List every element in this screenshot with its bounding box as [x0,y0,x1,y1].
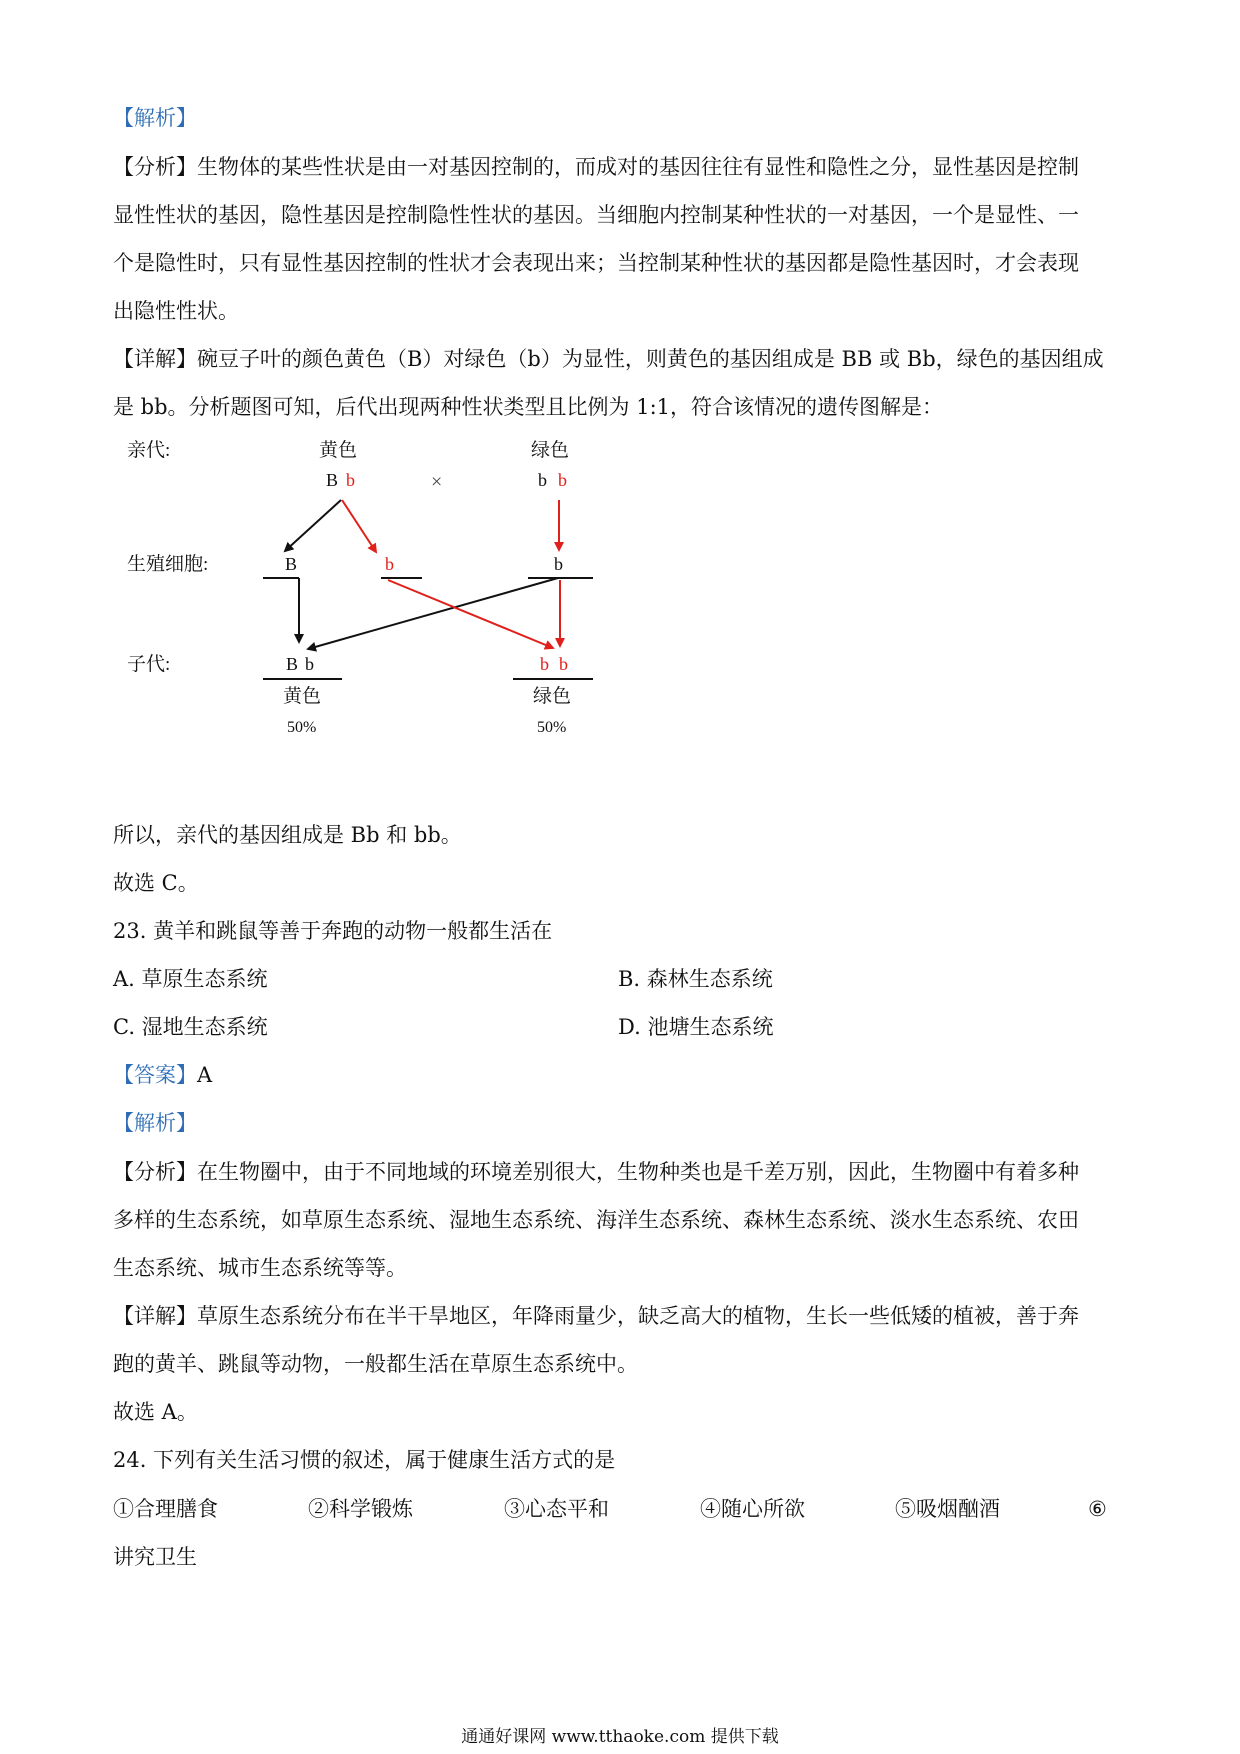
q23-xiangjie-line-1 [113,1301,1133,1331]
q23-answer-line [113,1060,1133,1090]
q24-item-1: ①合理膳食 [113,1497,218,1521]
q24-item-3: ③心态平和 [504,1497,609,1521]
q23-analysis-heading: 【解析】 [113,1111,197,1135]
offspring-left-allele-B: B [286,654,299,674]
q24-item-6-continued: 讲究卫生 [113,1545,197,1569]
row-label-offspring: 子代: [127,654,171,675]
q23-answer-tag: 【答案】 [113,1063,197,1087]
gamete-b-red: b [385,554,394,574]
q23-option-b: B. 森林生态系统 [618,967,773,991]
xiangjie-line-2: 是 bb。分析题图可知，后代出现两种性状类型且比例为 1:1，符合该情况的遗传图解是： [113,395,944,419]
q23-xiangjie-line-2: 跑的黄羊、跳鼠等动物，一般都生活在草原生态系统中。 [113,1352,638,1376]
parent-right-allele-1: b [538,470,547,490]
q23-fenxi-line-2: 多样的生态系统，如草原生态系统、湿地生态系统、海洋生态系统、森林生态系统、淡水生态系统、农田 [113,1208,1079,1232]
q23-option-d: D. 池塘生态系统 [618,1015,774,1039]
analysis-heading: 【解析】 [113,106,197,130]
q24-item-2: ②科学锻炼 [308,1497,413,1521]
offspring-left-percent: 50% [287,719,317,736]
q24-item-6: ⑥ [1088,1497,1107,1521]
q24-item-4: ④随心所欲 [700,1497,805,1521]
xiangjie-text: 碗豆子叶的颜色黄色（B）对绿色（b）为显性，则黄色的基因组成是 BB 或 Bb，绿色的基因组成 [197,347,1104,371]
fenxi-tag: 【分析】 [113,155,197,179]
arrow-gamete-b-red-to-bb [388,580,553,648]
xiangjie-line-1 [113,344,1133,374]
fenxi-line-3: 个是隐性时，只有显性基因控制的性状才会表现出来；当控制某种性状的基因都是隐性基因时，才会表现 [113,251,1079,275]
q23-fenxi-line-3: 生态系统、城市生态系统等等。 [113,1256,407,1280]
arrow-gamete-b-to-Bb [308,578,558,649]
genetic-cross-diagram [113,430,633,760]
q23-answer-choice: 故选 A。 [113,1400,198,1424]
parent-right-allele-2: b [558,470,567,490]
gamete-B: B [285,554,298,574]
fenxi-line-2: 显性性状的基因，隐性基因是控制隐性性状的基因。当细胞内控制某种性状的一对基因，一个是显性、一 [113,203,1079,227]
page-footer: 通通好课网 www.tthaoke.com 提供下载 [461,1727,779,1747]
parent-right-phenotype: 绿色 [531,440,570,461]
q23-answer: A [197,1063,213,1087]
q24-stem: 24. 下列有关生活习惯的叙述，属于健康生活方式的是 [113,1448,616,1472]
fenxi-line-1 [113,152,1133,182]
row-label-parent: 亲代: [127,440,171,461]
offspring-right-allele-1: b [540,654,549,674]
parent-left-phenotype: 黄色 [319,440,358,461]
offspring-right-percent: 50% [537,719,567,736]
offspring-left-phenotype: 黄色 [283,686,322,707]
q24-item-5: ⑤吸烟酗酒 [895,1497,1000,1521]
q23-xiangjie-text: 草原生态系统分布在半干旱地区，年降雨量少，缺乏高大的植物，生长一些低矮的植被，善于奔 [197,1304,1079,1328]
offspring-right-phenotype: 绿色 [533,686,572,707]
fenxi-text: 生物体的某些性状是由一对基因控制的，而成对的基因往往有显性和隐性之分，显性基因是控制 [197,155,1079,179]
arrow-parent-to-gamete-B [285,500,341,551]
fenxi-line-4: 出隐性性状。 [113,299,239,323]
q23-stem: 23. 黄羊和跳鼠等善于奔跑的动物一般都生活在 [113,919,553,943]
q23-fenxi-tag: 【分析】 [113,1160,197,1184]
offspring-right-allele-2: b [559,654,568,674]
q23-option-c: C. 湿地生态系统 [113,1015,268,1039]
conclusion-line: 所以，亲代的基因组成是 Bb 和 bb。 [113,823,462,847]
parent-left-allele-B: B [326,470,339,490]
q23-option-a: A. 草原生态系统 [113,967,268,991]
offspring-left-allele-b: b [305,654,314,674]
q23-fenxi-text: 在生物圈中，由于不同地域的环境差别很大，生物种类也是千差万别，因此，生物圈中有着多种 [197,1160,1079,1184]
q23-xiangjie-tag: 【详解】 [113,1304,197,1328]
parent-left-allele-b: b [346,470,355,490]
answer-choice-c: 故选 C。 [113,871,199,895]
gamete-b-right: b [554,554,563,574]
arrow-parent-to-gamete-b [342,500,376,552]
xiangjie-tag: 【详解】 [113,347,197,371]
q23-fenxi-line-1 [113,1157,1133,1187]
cross-symbol: × [431,471,443,493]
row-label-gamete: 生殖细胞: [127,554,209,575]
